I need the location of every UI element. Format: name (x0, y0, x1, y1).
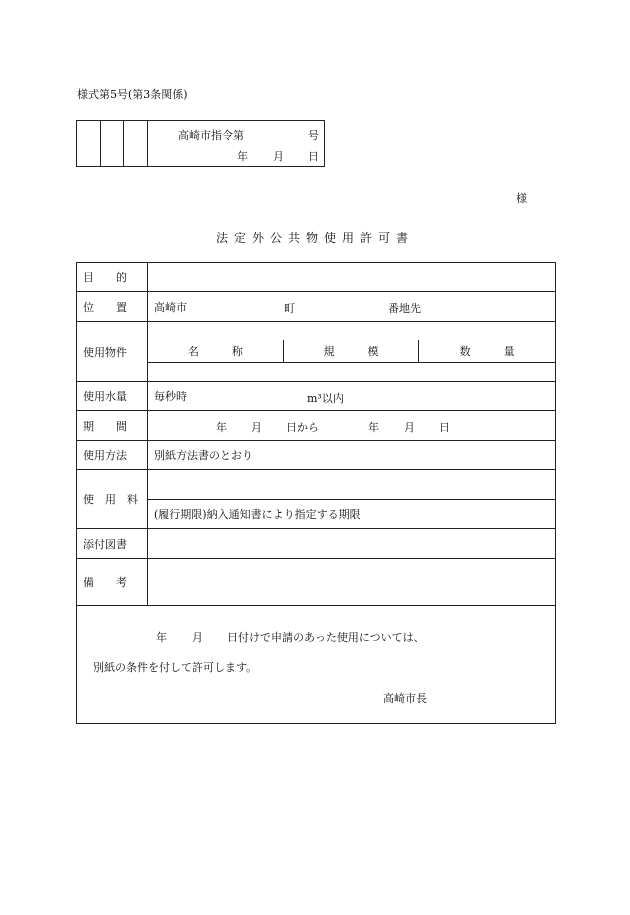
approval-statement (76, 605, 556, 724)
water-label: 使用水量 (77, 382, 148, 411)
items-col-qty: 数 量 (419, 340, 555, 363)
location-lot: 番地先 (388, 302, 421, 315)
row-period (77, 411, 556, 441)
period-value[interactable] (148, 411, 556, 441)
period-year1: 年 (216, 421, 227, 434)
location-label: 位 置 (77, 292, 148, 322)
ref-number-label: 号 (308, 129, 319, 142)
row-method (77, 441, 556, 470)
permit-table (76, 262, 556, 606)
footer-line2: 別紙の条件を付して許可します。 (93, 661, 258, 674)
remarks-label: 備 考 (77, 559, 148, 606)
items-col-name: 名 称 (148, 340, 284, 363)
remarks-value[interactable] (148, 559, 556, 606)
footer-year: 年 (156, 631, 167, 644)
fee-amount-cell[interactable] (148, 470, 556, 500)
row-fee-deadline (77, 500, 556, 529)
document-title: 法定外公共物使用許可書 (215, 231, 414, 245)
attachments-value[interactable] (148, 529, 556, 559)
location-value[interactable] (148, 292, 556, 322)
method-label: 使用方法 (77, 441, 148, 470)
ref-month-label: 月 (273, 150, 284, 163)
ref-city-label: 高崎市指令第 (178, 129, 244, 142)
row-fee-amount (77, 470, 556, 500)
water-prefix: 毎秒時 (154, 390, 187, 403)
ref-year-label: 年 (237, 150, 248, 163)
form-number: 様式第5号(第3条関係) (77, 88, 188, 101)
row-remarks (77, 559, 556, 606)
footer-month: 月 (192, 631, 203, 644)
signatory: 高崎市長 (383, 692, 427, 705)
fee-deadline: (履行期限)納入通知書により指定する期限 (148, 500, 556, 529)
water-value[interactable] (148, 382, 556, 411)
water-suffix: m³以内 (307, 392, 344, 405)
location-town: 町 (284, 302, 295, 315)
ref-day-label: 日 (308, 150, 319, 163)
period-year2: 年 (368, 421, 379, 434)
row-water (77, 382, 556, 411)
purpose-value[interactable] (148, 263, 556, 292)
row-attachments (77, 529, 556, 559)
period-day2: 日 (439, 421, 450, 434)
period-day1: 日から (286, 421, 319, 434)
purpose-label: 目 的 (77, 263, 148, 292)
reference-number-box (76, 120, 325, 167)
period-month1: 月 (251, 421, 262, 434)
attachments-label: 添付図書 (77, 529, 148, 559)
location-city: 高崎市 (154, 300, 187, 314)
addressee-honorific: 様 (516, 192, 527, 205)
period-month2: 月 (404, 421, 415, 434)
row-location (77, 292, 556, 322)
period-label: 期 間 (77, 411, 148, 441)
row-purpose (77, 263, 556, 292)
items-col-scale: 規 模 (284, 340, 420, 363)
fee-label: 使 用 料 (77, 470, 148, 529)
footer-line1: 日付けで申請のあった使用については、 (227, 631, 425, 644)
items-label: 使用物件 (77, 322, 148, 382)
method-value[interactable]: 別紙方法書のとおり (148, 441, 556, 470)
row-items (77, 322, 556, 382)
